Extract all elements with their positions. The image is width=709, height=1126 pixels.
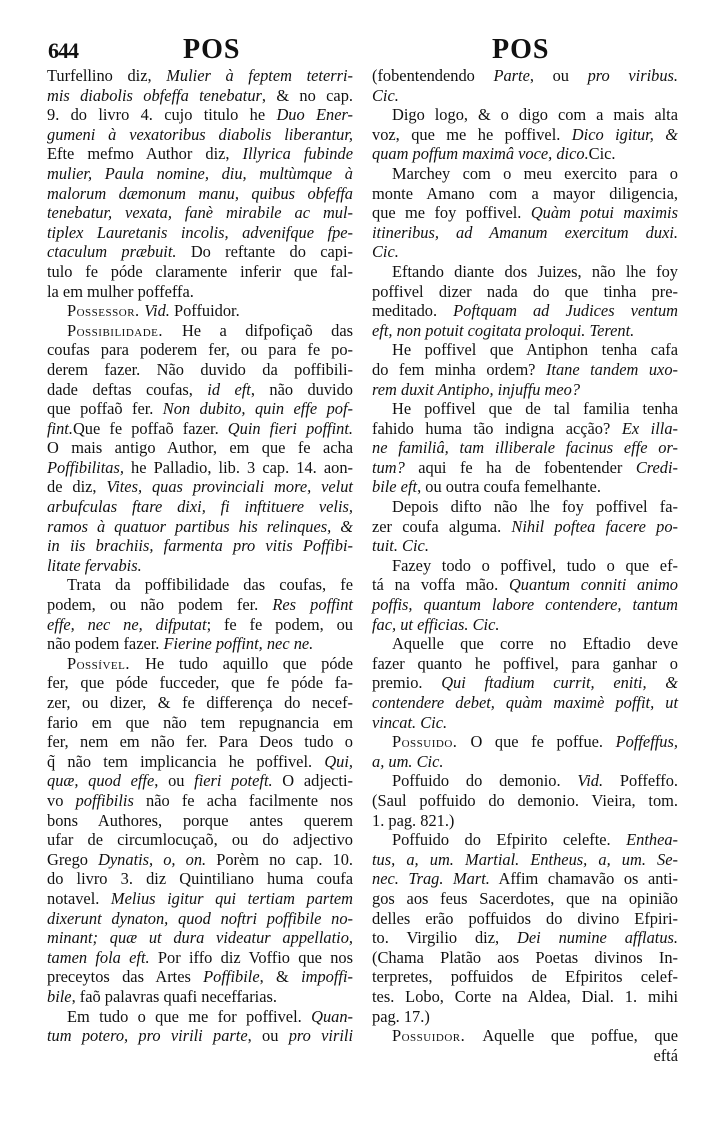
italic-latin-text: Itane tandem uxo- (545, 359, 678, 379)
italic-latin-text: Quàm potui maximis (530, 203, 678, 223)
text-run: Grego (47, 849, 99, 869)
right-text-line (372, 438, 678, 458)
right-text-line (372, 948, 678, 968)
italic-latin-text: ne familiâ, tam illiberale facinus effe or- (372, 438, 678, 458)
text-run: , ou (247, 1026, 289, 1046)
left-text-line (47, 399, 353, 419)
text-run: voz, que me he poffivel. (372, 124, 572, 144)
right-text-line (372, 673, 678, 693)
text-run: fahido huma tão indigna acção? (372, 418, 622, 438)
text-run: zer coufa alguma. (372, 516, 512, 536)
right-text-line (372, 105, 678, 125)
italic-latin-text: poffis, quantum labore contendere, tantum (372, 595, 678, 615)
text-run: Em tudo o que me for poffivel. (67, 1006, 312, 1026)
text-run: que me foy poffivel. (372, 203, 531, 223)
right-text-line (372, 340, 678, 360)
text-run: ufar de circumlocuçaõ, ou do adjectivo (47, 830, 353, 850)
left-text-line (47, 144, 353, 164)
text-run: O mais antigo Author, em que fe acha (47, 438, 353, 458)
italic-latin-text: Quin fieri poffint. (227, 418, 353, 438)
left-text-line (47, 360, 353, 380)
text-run: fer, nem em não fer. Para Deos tudo o (47, 732, 353, 752)
right-text-line (372, 223, 678, 243)
text-run: Aquelle que corre no Eftadio deve (392, 634, 678, 654)
text-run: Aquelle que poffue, que (482, 1026, 678, 1046)
italic-latin-text: pro virili (288, 1026, 353, 1046)
left-text-line (47, 634, 353, 654)
right-text-line (372, 536, 678, 556)
italic-latin-text: impoffi- (301, 967, 353, 987)
italic-latin-text: dixerunt dynaton, quod noftri poffibile no- (47, 908, 353, 928)
text-run: Efte mefmo Author diz, (47, 144, 243, 164)
catchword: eftá (653, 1045, 678, 1065)
right-text-line (372, 203, 678, 223)
left-text-line (47, 223, 353, 243)
entry-headword: Possível. (67, 653, 146, 673)
italic-latin-text: fac, ut efficias. Cic. (372, 614, 500, 634)
right-column-text (372, 66, 678, 1065)
text-run: do livro 3. diz Quintiliano huma coufa (47, 869, 353, 889)
right-text-line (372, 987, 678, 1007)
right-text-line (372, 967, 678, 987)
text-run: de diz, (47, 477, 107, 497)
text-run: Do reftante do capi- (190, 242, 353, 262)
italic-latin-text: Nihil poftea facere po- (511, 516, 679, 536)
text-run: Poffeffo. (603, 771, 679, 791)
italic-latin-text: tum? (372, 457, 405, 477)
text-run: Poffuido do Efpirito celefte. (392, 830, 627, 850)
right-text-line (372, 144, 678, 164)
italic-latin-text: Quan- (311, 1006, 353, 1026)
left-text-line (47, 615, 353, 635)
text-run: poffivel dizer nada do que tinha pre- (372, 281, 678, 301)
text-run: , & (259, 967, 302, 987)
italic-latin-text: Qui, (324, 751, 353, 771)
right-text-line (372, 615, 678, 635)
italic-latin-text: fieri poteft. (194, 771, 273, 791)
italic-latin-text: minant; quæ ut dura videatur appellatio, (47, 928, 353, 948)
text-run: , ou (154, 771, 195, 791)
italic-latin-text: rem duxit Antipho, injuffu meo? (372, 379, 581, 399)
text-run: he Palladio, lib. 3 cap. 14. aon- (123, 457, 353, 477)
text-run: (fobentendendo (372, 66, 494, 85)
italic-latin-text: tus, a, um. Martial. Entheus, a, um. Se- (372, 849, 678, 869)
left-column-text (47, 66, 353, 1046)
italic-latin-text: nec. Trag. Mart. (372, 869, 490, 889)
right-text-line (372, 1007, 678, 1027)
italic-latin-text: malorum dæmonum manu, quibus obfeffa (47, 183, 353, 203)
page-number: 644 (48, 38, 78, 63)
right-text-line (372, 184, 678, 204)
right-text-line (372, 909, 678, 929)
text-run: (Chama Platão aos Poetas divinos In- (372, 947, 678, 967)
italic-latin-text: Vid. (144, 301, 174, 321)
italic-latin-text: Enthea- (626, 830, 678, 850)
italic-latin-text: pro viribus. (587, 66, 678, 85)
left-text-line (47, 869, 353, 889)
text-run: O adjecti- (272, 771, 353, 791)
italic-latin-text: id eft (207, 379, 251, 399)
italic-latin-text: Poftquam ad Judices ventum (453, 301, 678, 321)
italic-latin-text: Ex illa- (621, 418, 678, 438)
italic-latin-text: tum potero, pro virili parte (47, 1026, 248, 1046)
right-text-line (372, 125, 678, 145)
text-run: Porèm no cap. 10. (206, 849, 354, 869)
italic-latin-text: bile (47, 986, 72, 1006)
text-run: ; fe fe podem, ou (206, 614, 354, 634)
text-run: (Saul poffuido do demonio. Vieira, tom. (372, 790, 678, 810)
text-run: derem fazer. Não duvido da poffibili- (47, 359, 353, 379)
text-run: , ou outra coufa femelhante. (417, 477, 601, 497)
right-text-line (372, 399, 678, 419)
text-run: coufas para poderem fer, ou para fe po- (47, 340, 353, 360)
right-text-line (372, 595, 678, 615)
left-text-line (47, 105, 353, 125)
left-text-line (47, 497, 353, 517)
left-text-line (47, 242, 353, 262)
text-run: , ou (529, 66, 588, 85)
italic-latin-text: Res poffint (272, 595, 353, 615)
text-run: fer, que póde fucceder, que fe póde fa- (47, 673, 353, 693)
text-run: to. Virgilio diz, (372, 928, 517, 948)
text-run: zer, ou dizer, & fe differença do necef- (47, 693, 353, 712)
left-text-line (47, 811, 353, 831)
right-text-line (372, 360, 678, 380)
left-text-line (47, 517, 353, 537)
right-text-line (372, 477, 678, 497)
text-run: Depois difto não lhe foy poffivel fa- (392, 497, 678, 517)
left-text-line (47, 771, 353, 791)
text-run: Marchey com o meu exercito para o (392, 163, 678, 183)
right-text-line (372, 693, 678, 713)
text-run: Que fe poffaõ fazer. (72, 418, 228, 438)
text-run: delles erão poffuidos do divino Efpiri- (372, 908, 678, 928)
text-run: Por iffo diz Voffio que nos (149, 947, 353, 967)
right-text-line (372, 458, 678, 478)
right-text-line (372, 86, 678, 106)
text-run: Digo logo, & o digo com a mais alta (392, 105, 678, 125)
left-text-line (47, 575, 353, 595)
text-run: Eftando diante dos Juizes, não lhe foy (392, 261, 678, 281)
text-run: tulo fe póde claramente inferir que fal- (47, 261, 353, 281)
text-run: Affim chamavão os anti- (489, 869, 678, 889)
italic-latin-text: Dynatis, o, on. (98, 849, 207, 869)
right-text-line (372, 889, 678, 909)
italic-latin-text: Cic. (372, 85, 399, 105)
italic-latin-text: effe, nec ne, difputat (47, 614, 207, 634)
text-run: tes. Lobo, Corte na Aldea, Dial. 1. mihi (372, 986, 678, 1006)
entry-headword: Possessor. (67, 301, 145, 321)
text-run: Cic. (588, 144, 616, 164)
italic-latin-text: litate fervabis. (47, 555, 142, 575)
right-text-line (372, 811, 678, 831)
left-text-line (47, 987, 353, 1007)
italic-latin-text: Melius igitur qui tertiam partem (110, 888, 353, 908)
left-text-line (47, 654, 353, 674)
text-run: notavel. (47, 888, 111, 908)
right-text-line (372, 575, 678, 595)
right-text-line (372, 752, 678, 772)
text-run: fazer quanto he poffivel, para ganhar o (372, 653, 678, 673)
right-text-line (372, 164, 678, 184)
left-text-line (47, 262, 353, 282)
text-run: aqui fe ha de fobentender (404, 457, 636, 477)
italic-latin-text: Vites, quas provinciali more, velut (106, 477, 353, 497)
left-text-line (47, 301, 353, 321)
italic-latin-text: Vid. (577, 771, 604, 791)
italic-latin-text: Duo Ener- (276, 105, 353, 125)
italic-latin-text: in iis brachiis, farmenta pro vitis Poffibi- (47, 536, 353, 556)
left-text-line (47, 791, 353, 811)
right-text-line (372, 869, 678, 889)
text-run: 1. pag. 821.) (372, 810, 455, 830)
right-text-line (372, 380, 678, 400)
right-text-line (372, 262, 678, 282)
right-text-line (372, 791, 678, 811)
text-run: Turfellino diz, (47, 66, 167, 85)
entry-headword: Possibilidade. (67, 320, 182, 340)
entry-headword: Possuidor. (392, 1026, 483, 1046)
text-run: monte Amano com a mayor diligencia, (372, 183, 678, 203)
italic-latin-text: Mulier à feptem teterri- (166, 66, 353, 85)
right-text-line (372, 1026, 678, 1046)
left-text-line (47, 556, 353, 576)
left-text-line (47, 203, 353, 223)
italic-latin-text: Dico igitur, & (571, 124, 678, 144)
running-head-left: POS (183, 34, 241, 65)
right-text-line (372, 517, 678, 537)
left-text-line (47, 850, 353, 870)
text-run: não podem fazer. (47, 634, 164, 654)
text-run: fario em que não tem repugnancia em (47, 712, 353, 732)
left-text-line (47, 458, 353, 478)
left-text-line (47, 673, 353, 693)
left-text-line (47, 125, 353, 145)
left-text-line (47, 419, 353, 439)
italic-latin-text: Poffibile (203, 967, 260, 987)
text-run: He poffivel que de tal familia tenha (392, 399, 678, 419)
italic-latin-text: bile eft (372, 477, 418, 497)
right-text-line (372, 321, 678, 341)
right-text-line (372, 282, 678, 302)
text-run: meditado. (372, 301, 454, 321)
text-run: q̃ não tem implicancia he poffivel. (47, 751, 325, 771)
text-run: podem, ou não podem fer. (47, 595, 273, 615)
text-run: la em mulher poffeffa. (47, 281, 194, 301)
left-text-line (47, 477, 353, 497)
right-text-line (372, 556, 678, 576)
italic-latin-text: eft, non potuit cogitata proloqui. Terent. (372, 320, 635, 340)
left-text-line (47, 282, 353, 302)
right-text-line (372, 654, 678, 674)
text-run: do fem minha ordem? (372, 359, 546, 379)
italic-latin-text: tuit. Cic. (372, 536, 429, 556)
left-text-line (47, 948, 353, 968)
italic-latin-text: Poffibilitas, (47, 457, 124, 477)
text-run: Poffuidor. (173, 301, 240, 321)
left-text-line (47, 438, 353, 458)
italic-latin-text: fint. (47, 418, 73, 438)
text-run: pag. 17.) (372, 1006, 430, 1026)
italic-latin-text: Illyrica fubinde (242, 144, 353, 164)
right-text-line (372, 850, 678, 870)
text-run: preceytos das Artes (47, 967, 204, 987)
left-text-line (47, 86, 353, 106)
italic-latin-text: Cic. (372, 242, 399, 262)
entry-headword: Possuido. (392, 732, 471, 752)
text-run: , não duvido (250, 379, 354, 399)
left-text-line (47, 909, 353, 929)
text-run: He poffivel que Antiphon tenha cafa (392, 340, 678, 360)
italic-latin-text: tamen fola eft. (47, 947, 150, 967)
left-text-line (47, 967, 353, 987)
text-run: He tudo aquillo que póde (145, 653, 353, 673)
text-run: gos aos feus Sacerdotes, que na opinião (372, 888, 678, 908)
italic-latin-text: quam poffum maximâ voce, dico. (372, 144, 589, 164)
left-text-line (47, 713, 353, 733)
text-run: , faõ palavras quafi neceffarias. (71, 986, 277, 1006)
italic-latin-text: a, um. Cic. (372, 751, 444, 771)
text-run: dade deftas coufas, (47, 379, 208, 399)
right-text-line (372, 771, 678, 791)
text-run: premio. (372, 673, 442, 693)
left-text-line (47, 536, 353, 556)
italic-latin-text: Poffeffus, (615, 732, 678, 752)
text-run: que poffaõ fer. (47, 399, 163, 419)
text-run: 9. do livro 4. cujo titulo he (47, 105, 277, 125)
italic-latin-text: Dei numine afflatus. (517, 928, 678, 948)
right-text-line (372, 419, 678, 439)
right-text-line (372, 732, 678, 752)
left-text-line (47, 830, 353, 850)
left-text-line (47, 928, 353, 948)
text-run: Fazey todo o poffivel, tudo o que ef- (392, 555, 678, 575)
running-head-right: POS (492, 34, 550, 65)
italic-latin-text: Non dubito, quin effe pof- (162, 399, 353, 419)
left-text-line (47, 595, 353, 615)
text-run: vo (47, 790, 76, 810)
text-run: terpretes, poffuidos de Efpiritos celef- (372, 967, 678, 987)
italic-latin-text: ctaculum præbuit. (47, 242, 191, 262)
right-text-line (372, 830, 678, 850)
italic-latin-text: arbufculas ftare dixi, fi inftituere velis, (47, 497, 353, 517)
italic-latin-text: Quantum conniti animo (508, 575, 679, 595)
italic-latin-text: mis diabolis obfeffa tenebatur (47, 85, 262, 105)
left-text-line (47, 1026, 353, 1046)
right-text-line (372, 301, 678, 321)
italic-latin-text: vincat. Cic. (372, 712, 448, 732)
left-text-line (47, 1007, 353, 1027)
italic-latin-text: ramos à quatuor partibus his relinques, & (47, 516, 353, 536)
italic-latin-text: poffibilis (75, 790, 134, 810)
right-text-line (372, 497, 678, 517)
left-text-line (47, 340, 353, 360)
left-text-line (47, 889, 353, 909)
text-run: O que fe poffue. (470, 732, 616, 752)
text-run: Trata da poffibilidade das coufas, fe (67, 575, 353, 595)
text-run: tá na voffa mão. (372, 575, 509, 595)
text-run: não fe acha facilmente nos (133, 790, 353, 810)
left-text-line (47, 693, 353, 713)
right-text-line (372, 634, 678, 654)
italic-latin-text: Parte (493, 66, 530, 85)
right-text-line (372, 713, 678, 733)
right-text-line (372, 66, 678, 86)
italic-latin-text: tenebatur, vexata, fanè mirabile ac mul- (47, 203, 353, 223)
italic-latin-text: contendere debet, quàm maximè poffit, ut (372, 693, 678, 712)
italic-latin-text: itineribus, ad Amanum exercitum duxi. (372, 222, 678, 242)
text-run: Poffuido do demonio. (392, 771, 578, 791)
italic-latin-text: mulier, Paula nomine, diu, multùmque à (47, 163, 353, 183)
left-text-line (47, 164, 353, 184)
right-text-line (372, 928, 678, 948)
italic-latin-text: gumeni à vexatoribus diabolis liberantur, (47, 124, 353, 144)
text-run: He a difpofiçaõ das (181, 320, 353, 340)
italic-latin-text: Qui ftadium currit, eniti, & (441, 673, 678, 693)
italic-latin-text: quæ, quod effe (47, 771, 155, 791)
right-text-line (372, 242, 678, 262)
italic-latin-text: tiplex Lauretanis incolis, advenifque fpe- (47, 222, 353, 242)
left-text-line (47, 732, 353, 752)
text-run: , & no cap. (261, 85, 353, 105)
italic-latin-text: Fierine poffint, nec ne. (163, 634, 314, 654)
text-run: bons Authores, porque antes querem (47, 810, 353, 830)
left-text-line (47, 752, 353, 772)
italic-latin-text: Credi- (635, 457, 678, 477)
left-text-line (47, 184, 353, 204)
left-text-line (47, 321, 353, 341)
left-text-line (47, 380, 353, 400)
left-text-line (47, 66, 353, 86)
